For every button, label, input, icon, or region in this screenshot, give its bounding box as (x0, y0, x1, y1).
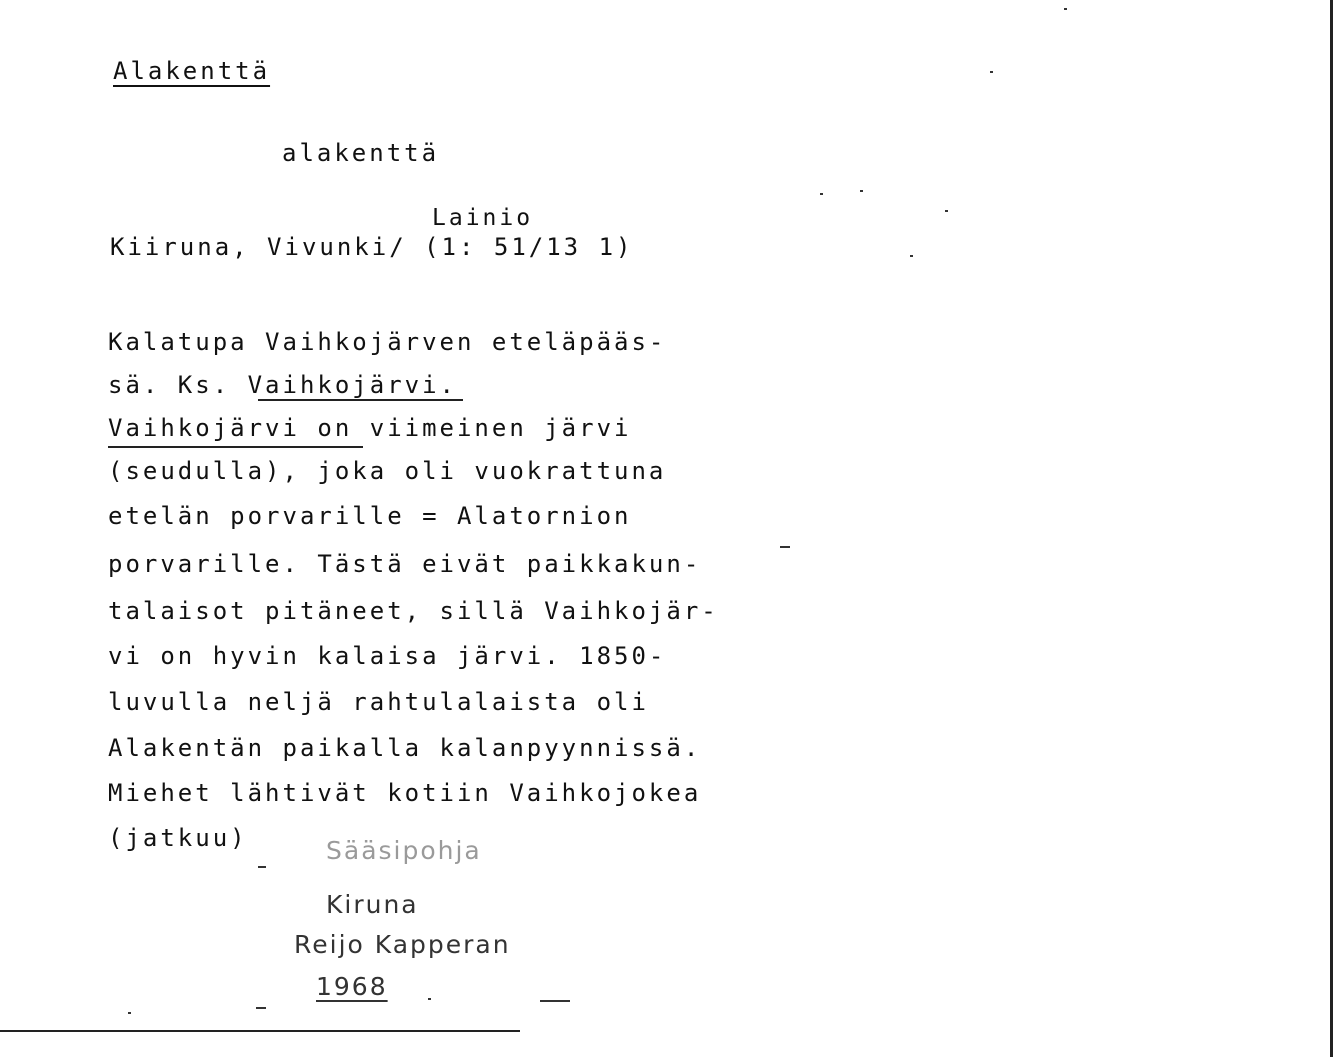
card-title: Alakenttä (113, 57, 271, 85)
body-line-5: etelän porvarille = Alatornion (108, 502, 632, 530)
scan-speck (910, 255, 913, 257)
scan-bottom-edge (0, 1030, 520, 1032)
body-line-1: Kalatupa Vaihkojärven eteläpääs- (108, 328, 667, 356)
body-line-10: Alakentän paikalla kalanpyynnissä. (108, 734, 702, 762)
scan-right-edge (1330, 0, 1333, 1057)
body-line-3: Vaihkojärvi on viimeinen järvi (108, 414, 632, 442)
body-line-9: luvulla neljä rahtulalaista oli (108, 688, 649, 716)
scan-speck (945, 210, 948, 212)
body-line-8: vi on hyvin kalaisa järvi. 1850- (108, 642, 667, 670)
scan-speck (860, 190, 863, 192)
scan-speck (258, 866, 266, 868)
scan-speck (820, 193, 823, 195)
body-line-12: (jatkuu) (108, 824, 248, 852)
scan-speck (428, 998, 431, 1000)
scan-speck (128, 1012, 131, 1014)
underline-vaihkojarvi-on (108, 446, 363, 448)
stamp-region: Sääsipohja (326, 836, 482, 865)
scan-speck (780, 546, 790, 548)
underline-vaihkojarvi-ref (258, 399, 463, 401)
body-line-6: porvarille. Tästä eivät paikkakun- (108, 550, 702, 578)
body-line-7: talaisot pitäneet, sillä Vaihkojär- (108, 597, 719, 625)
body-line-2: sä. Ks. Vaihkojärvi. (108, 371, 457, 399)
stamp-place: Kiruna (326, 890, 419, 919)
headword: alakenttä (282, 139, 440, 167)
body-line-4: (seudulla), joka oli vuokrattuna (108, 457, 667, 485)
body-line-11: Miehet lähtivät kotiin Vaihkojokea (108, 779, 702, 807)
scan-speck (1064, 8, 1067, 10)
scan-speck (540, 1000, 570, 1002)
stamp-collector: Reijo Kapperan (294, 930, 511, 959)
source-insertion: Lainio (432, 205, 534, 231)
scan-speck (256, 1007, 266, 1009)
scan-speck (990, 71, 993, 73)
source-reference: Kiiruna, Vivunki/ (1: 51/13 1) (110, 233, 634, 261)
stamp-year: 1968 (316, 972, 388, 1001)
